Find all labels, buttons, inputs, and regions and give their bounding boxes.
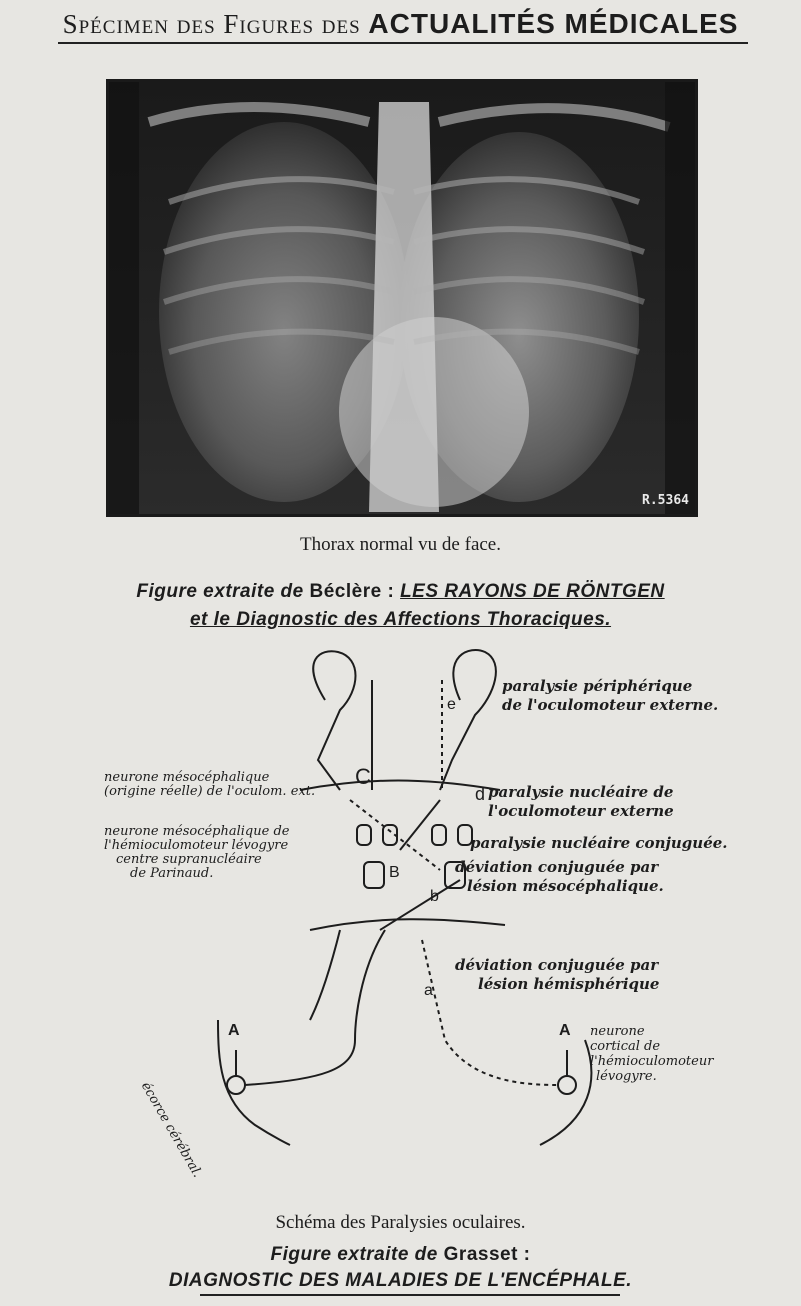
label-paralysie-peripherique-2: de l'oculomoteur externe. [502, 696, 719, 714]
figure1-title: LES RAYONS DE RÖNTGEN [400, 581, 665, 602]
letter-a-left: A [228, 1022, 240, 1039]
label-deviation-meso: déviation conjuguée par [455, 858, 659, 876]
label-neurone-cortical-4: lévogyre. [596, 1069, 657, 1084]
label-neurone-meso: neurone mésocéphalique [104, 770, 270, 785]
figure1-subtitle: et le Diagnostic des Affections Thoraciques. [189, 609, 612, 630]
header-rule [58, 42, 748, 44]
header-part2: ACTUALITÉS MÉDICALES [368, 8, 739, 39]
letter-a-right: A [559, 1022, 571, 1039]
cortex-right-circle [558, 1076, 576, 1094]
label-neurone-meso-2: (origine réelle) de l'oculom. ext. [104, 784, 316, 799]
label-neurone-hemi: neurone mésocéphalique de [104, 824, 290, 839]
page-header [0, 8, 801, 40]
cortex-left-circle [227, 1076, 245, 1094]
label-deviation-hemi-2: lésion hémisphérique [478, 975, 660, 993]
crossing-dashed-1 [350, 800, 440, 870]
figure1-credit [0, 578, 801, 634]
label-neurone-hemi-2: l'hémioculomoteur lévogyre [104, 838, 289, 853]
figure2-prefix: Figure extraite de [270, 1244, 438, 1265]
upper-horizontal [300, 781, 500, 790]
right-top-loop [440, 650, 496, 790]
nucleus-1 [357, 825, 371, 845]
label-neurone-cortical-2: cortical de [590, 1039, 661, 1054]
label-cortex-left: écorce cérébral. [137, 1079, 205, 1181]
left-descending-2 [310, 930, 340, 1020]
letter-b-right: b [430, 888, 439, 905]
figure2-author: Grasset : [443, 1244, 531, 1265]
cortex-right-arc [540, 1040, 591, 1145]
left-top-loop [313, 651, 355, 790]
letter-b-left: B [389, 864, 400, 881]
schema-drawing [0, 640, 801, 1210]
nucleus-B-left [364, 862, 384, 888]
letter-d: d [475, 784, 486, 804]
label-deviation-meso-2: lésion mésocéphalique. [467, 877, 664, 895]
label-neurone-cortical: neurone [590, 1024, 645, 1039]
nucleus-3 [432, 825, 446, 845]
lower-horizontal [310, 919, 505, 930]
label-paralysie-nucleaire: paralysie nucléaire de [488, 783, 674, 801]
label-paralysie-nucleaire-2: l'oculomoteur externe [488, 802, 674, 820]
chest-radiograph [109, 82, 695, 514]
label-paralysie-peripherique: paralysie périphérique [502, 677, 693, 695]
figure1-author: Béclère : [309, 581, 395, 602]
label-neurone-cortical-3: l'hémioculomoteur [590, 1054, 714, 1069]
oculomotor-schema [0, 640, 801, 1181]
figure1-prefix: Figure extraite de [136, 581, 304, 602]
letter-e: e [447, 696, 456, 713]
label-paralysie-conjuguee: paralysie nucléaire conjuguée. [470, 834, 728, 852]
label-deviation-hemi: déviation conjuguée par [455, 956, 659, 974]
footer-rule [200, 1294, 620, 1296]
schema-caption: Schéma des Paralysies oculaires. [275, 1212, 526, 1233]
xray-image [106, 79, 698, 517]
figure2-credit [0, 1242, 801, 1294]
letter-a-lower: a [424, 982, 433, 999]
figure2-title: DIAGNOSTIC DES MALADIES DE L'ENCÉPHALE. [168, 1270, 633, 1291]
label-neurone-hemi-3: centre supranucléaire [116, 852, 262, 867]
header-part1: Spécimen des Figures des [62, 9, 361, 39]
xray-caption: Thorax normal vu de face. [300, 534, 501, 555]
letter-c: C [355, 764, 371, 789]
crossing-lower [380, 880, 460, 930]
label-neurone-hemi-4: de Parinaud. [130, 866, 214, 881]
plate-id: R.5364 [642, 493, 689, 508]
